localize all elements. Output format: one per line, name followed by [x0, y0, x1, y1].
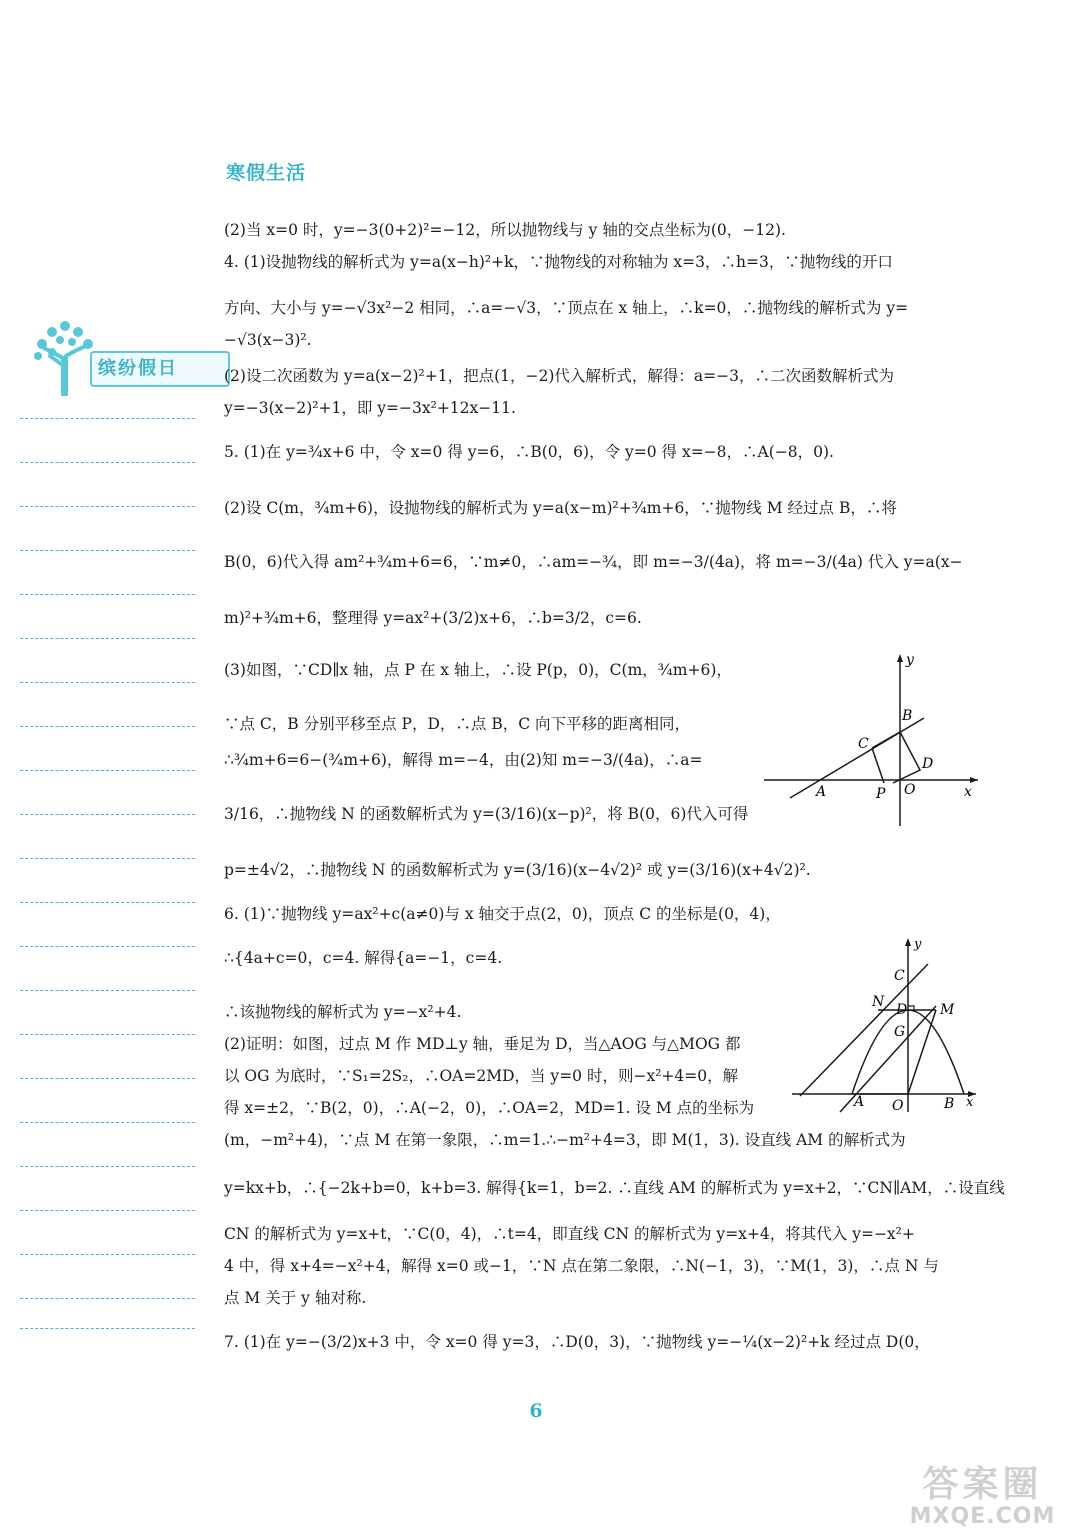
margin-dash-line	[20, 990, 195, 991]
text-line: (2)证明：如图，过点 M 作 MD⊥y 轴，垂足为 D，当△AOG 与△MOG 都	[224, 1035, 741, 1053]
text-line: (2)当 x=0 时，y=−3(0+2)²=−12，所以抛物线与 y 轴的交点坐标为(0，−12).	[224, 221, 786, 239]
margin-dash-line	[20, 418, 195, 419]
fig2-label-g: G	[894, 1024, 906, 1040]
text-line: 方向、大小与 y=−√3x²−2 相同，∴a=−√3，∵顶点在 x 轴上，∴k=0，∴抛物线的解析式为 y=	[224, 299, 909, 317]
figure-problem-6	[790, 934, 980, 1119]
text-line: 4 中，得 x+4=−x²+4，解得 x=0 或−1，∵N 点在第二象限，∴N(−1，3)，∵M(1，3)，∴点 N 与	[224, 1257, 939, 1275]
margin-dash-line	[20, 550, 195, 551]
figure-problem-5	[760, 650, 982, 830]
text-line: 3/16，∴抛物线 N 的函数解析式为 y=(3/16)(x−p)²，将 B(0，6)代入可得	[224, 805, 749, 823]
fig1-label-x: x	[964, 784, 972, 800]
text-line: ∵点 C，B 分别平移至点 P，D，∴点 B，C 向下平移的距离相同，	[224, 715, 690, 733]
fig1-label-a: A	[816, 784, 827, 800]
margin-dash-line	[20, 638, 195, 639]
margin-dash-line	[20, 682, 195, 683]
logo-text: 缤纷假日	[98, 358, 178, 379]
watermark-top: 答案圈	[922, 1464, 1043, 1505]
text-line: ∴{4a+c=0，c=4. 解得{a=−1，c=4.	[224, 949, 503, 967]
text-line: 5. (1)在 y=¾x+6 中，令 x=0 得 y=6，∴B(0，6)，令 y=0 得 x=−8，∴A(−8，0).	[224, 443, 834, 461]
text-line: (m，−m²+4)，∵点 M 在第一象限，∴m=1.∴−m²+4=3，即 M(1，3). 设直线 AM 的解析式为	[224, 1131, 906, 1149]
text-line: y=kx+b，∴{−2k+b=0，k+b=3. 解得{k=1，b=2. ∴直线 AM 的解析式为 y=x+2，∵CN∥AM，∴设直线	[224, 1179, 1005, 1197]
fig2-label-x: x	[966, 1095, 974, 1110]
page-number: 6	[529, 1400, 543, 1422]
fig1-label-y: y	[906, 652, 914, 668]
fig1-label-o: O	[904, 782, 916, 798]
margin-dash-line	[20, 506, 195, 507]
margin-dash-line	[20, 1298, 195, 1299]
text-line: 7. (1)在 y=−(3/2)x+3 中，令 x=0 得 y=3，∴D(0，3)，∵抛物线 y=−¼(x−2)²+k 经过点 D(0，	[224, 1333, 930, 1351]
fig2-label-d: D	[896, 1002, 908, 1018]
header-title: 寒假生活	[226, 162, 307, 184]
fig2-label-n: N	[872, 994, 885, 1010]
text-line: 以 OG 为底时，∵S₁=2S₂，∴OA=2MD，当 y=0 时，则−x²+4=0，解	[224, 1067, 739, 1085]
text-line: −√3(x−3)².	[224, 331, 312, 349]
watermark	[900, 1465, 1065, 1533]
fig1-label-c: C	[858, 736, 869, 752]
fig2-label-m: M	[940, 1002, 955, 1018]
margin-dash-line	[20, 946, 195, 947]
fig2-label-a: A	[854, 1094, 865, 1110]
margin-dash-line	[20, 1254, 195, 1255]
margin-dash-line	[20, 770, 195, 771]
margin-dash-line	[20, 1034, 195, 1035]
fig1-label-p: P	[876, 786, 886, 802]
text-line: ∴该抛物线的解析式为 y=−x²+4.	[224, 1003, 462, 1021]
text-line: 点 M 关于 y 轴对称.	[224, 1289, 367, 1307]
text-line: y=−3(x−2)²+1，即 y=−3x²+12x−11.	[224, 399, 516, 417]
fig2-label-b: B	[944, 1096, 955, 1112]
margin-dash-line	[20, 1122, 195, 1123]
margin-dash-line	[20, 858, 195, 859]
fig2-label-c: C	[894, 968, 905, 984]
watermark-bottom: MXQE.COM	[909, 1504, 1056, 1529]
text-line: B(0，6)代入得 am²+¾m+6=6，∵m≠0，∴am=−¾，即 m=−3/(4a)，将 m=−3/(4a) 代入 y=a(x−	[224, 553, 963, 571]
fig2-label-o: O	[892, 1098, 904, 1114]
fig2-label-y: y	[914, 937, 922, 952]
text-line: p=±4√2，∴抛物线 N 的函数解析式为 y=(3/16)(x−4√2)² 或 y=(3/16)(x+4√2)².	[224, 861, 811, 879]
margin-dash-line	[20, 1328, 195, 1329]
margin-dash-line	[20, 1078, 195, 1079]
margin-dash-line	[20, 902, 195, 903]
fig1-label-b: B	[902, 708, 913, 724]
margin-dash-line	[20, 594, 195, 595]
logo	[30, 318, 205, 396]
margin-dash-line	[20, 726, 195, 727]
margin-dash-line	[20, 1166, 195, 1167]
text-line: 得 x=±2，∵B(2，0)，∴A(−2，0)，∴OA=2，MD=1. 设 M 点的坐标为	[224, 1099, 755, 1117]
text-line: ∴¾m+6=6−(¾m+6)，解得 m=−4，由(2)知 m=−3/(4a)，∴a=	[224, 751, 703, 769]
text-line: m)²+¾m+6，整理得 y=ax²+(3/2)x+6，∴b=3/2，c=6.	[224, 609, 642, 627]
text-line: CN 的解析式为 y=x+t，∵C(0，4)，∴t=4，即直线 CN 的解析式为 y=x+4，将其代入 y=−x²+	[224, 1225, 915, 1243]
margin-dash-line	[20, 462, 195, 463]
text-line: (2)设二次函数为 y=a(x−2)²+1，把点(1，−2)代入解析式，解得：a=−3，∴二次函数解析式为	[224, 367, 894, 385]
text-line: 4. (1)设抛物线的解析式为 y=a(x−h)²+k，∵抛物线的对称轴为 x=3，∴h=3，∵抛物线的开口	[224, 253, 893, 271]
text-line: (3)如图，∵CD∥x 轴，点 P 在 x 轴上，∴设 P(p，0)，C(m，¾m+6)，	[224, 661, 732, 679]
text-line: (2)设 C(m，¾m+6)，设抛物线的解析式为 y=a(x−m)²+¾m+6，∵抛物线 M 经过点 B，∴将	[224, 499, 897, 517]
margin-dash-line	[20, 1210, 195, 1211]
margin-dash-line	[20, 814, 195, 815]
fig1-label-d: D	[922, 756, 934, 772]
text-line: 6. (1)∵抛物线 y=ax²+c(a≠0)与 x 轴交于点(2，0)，顶点 C 的坐标是(0，4)，	[224, 905, 781, 923]
